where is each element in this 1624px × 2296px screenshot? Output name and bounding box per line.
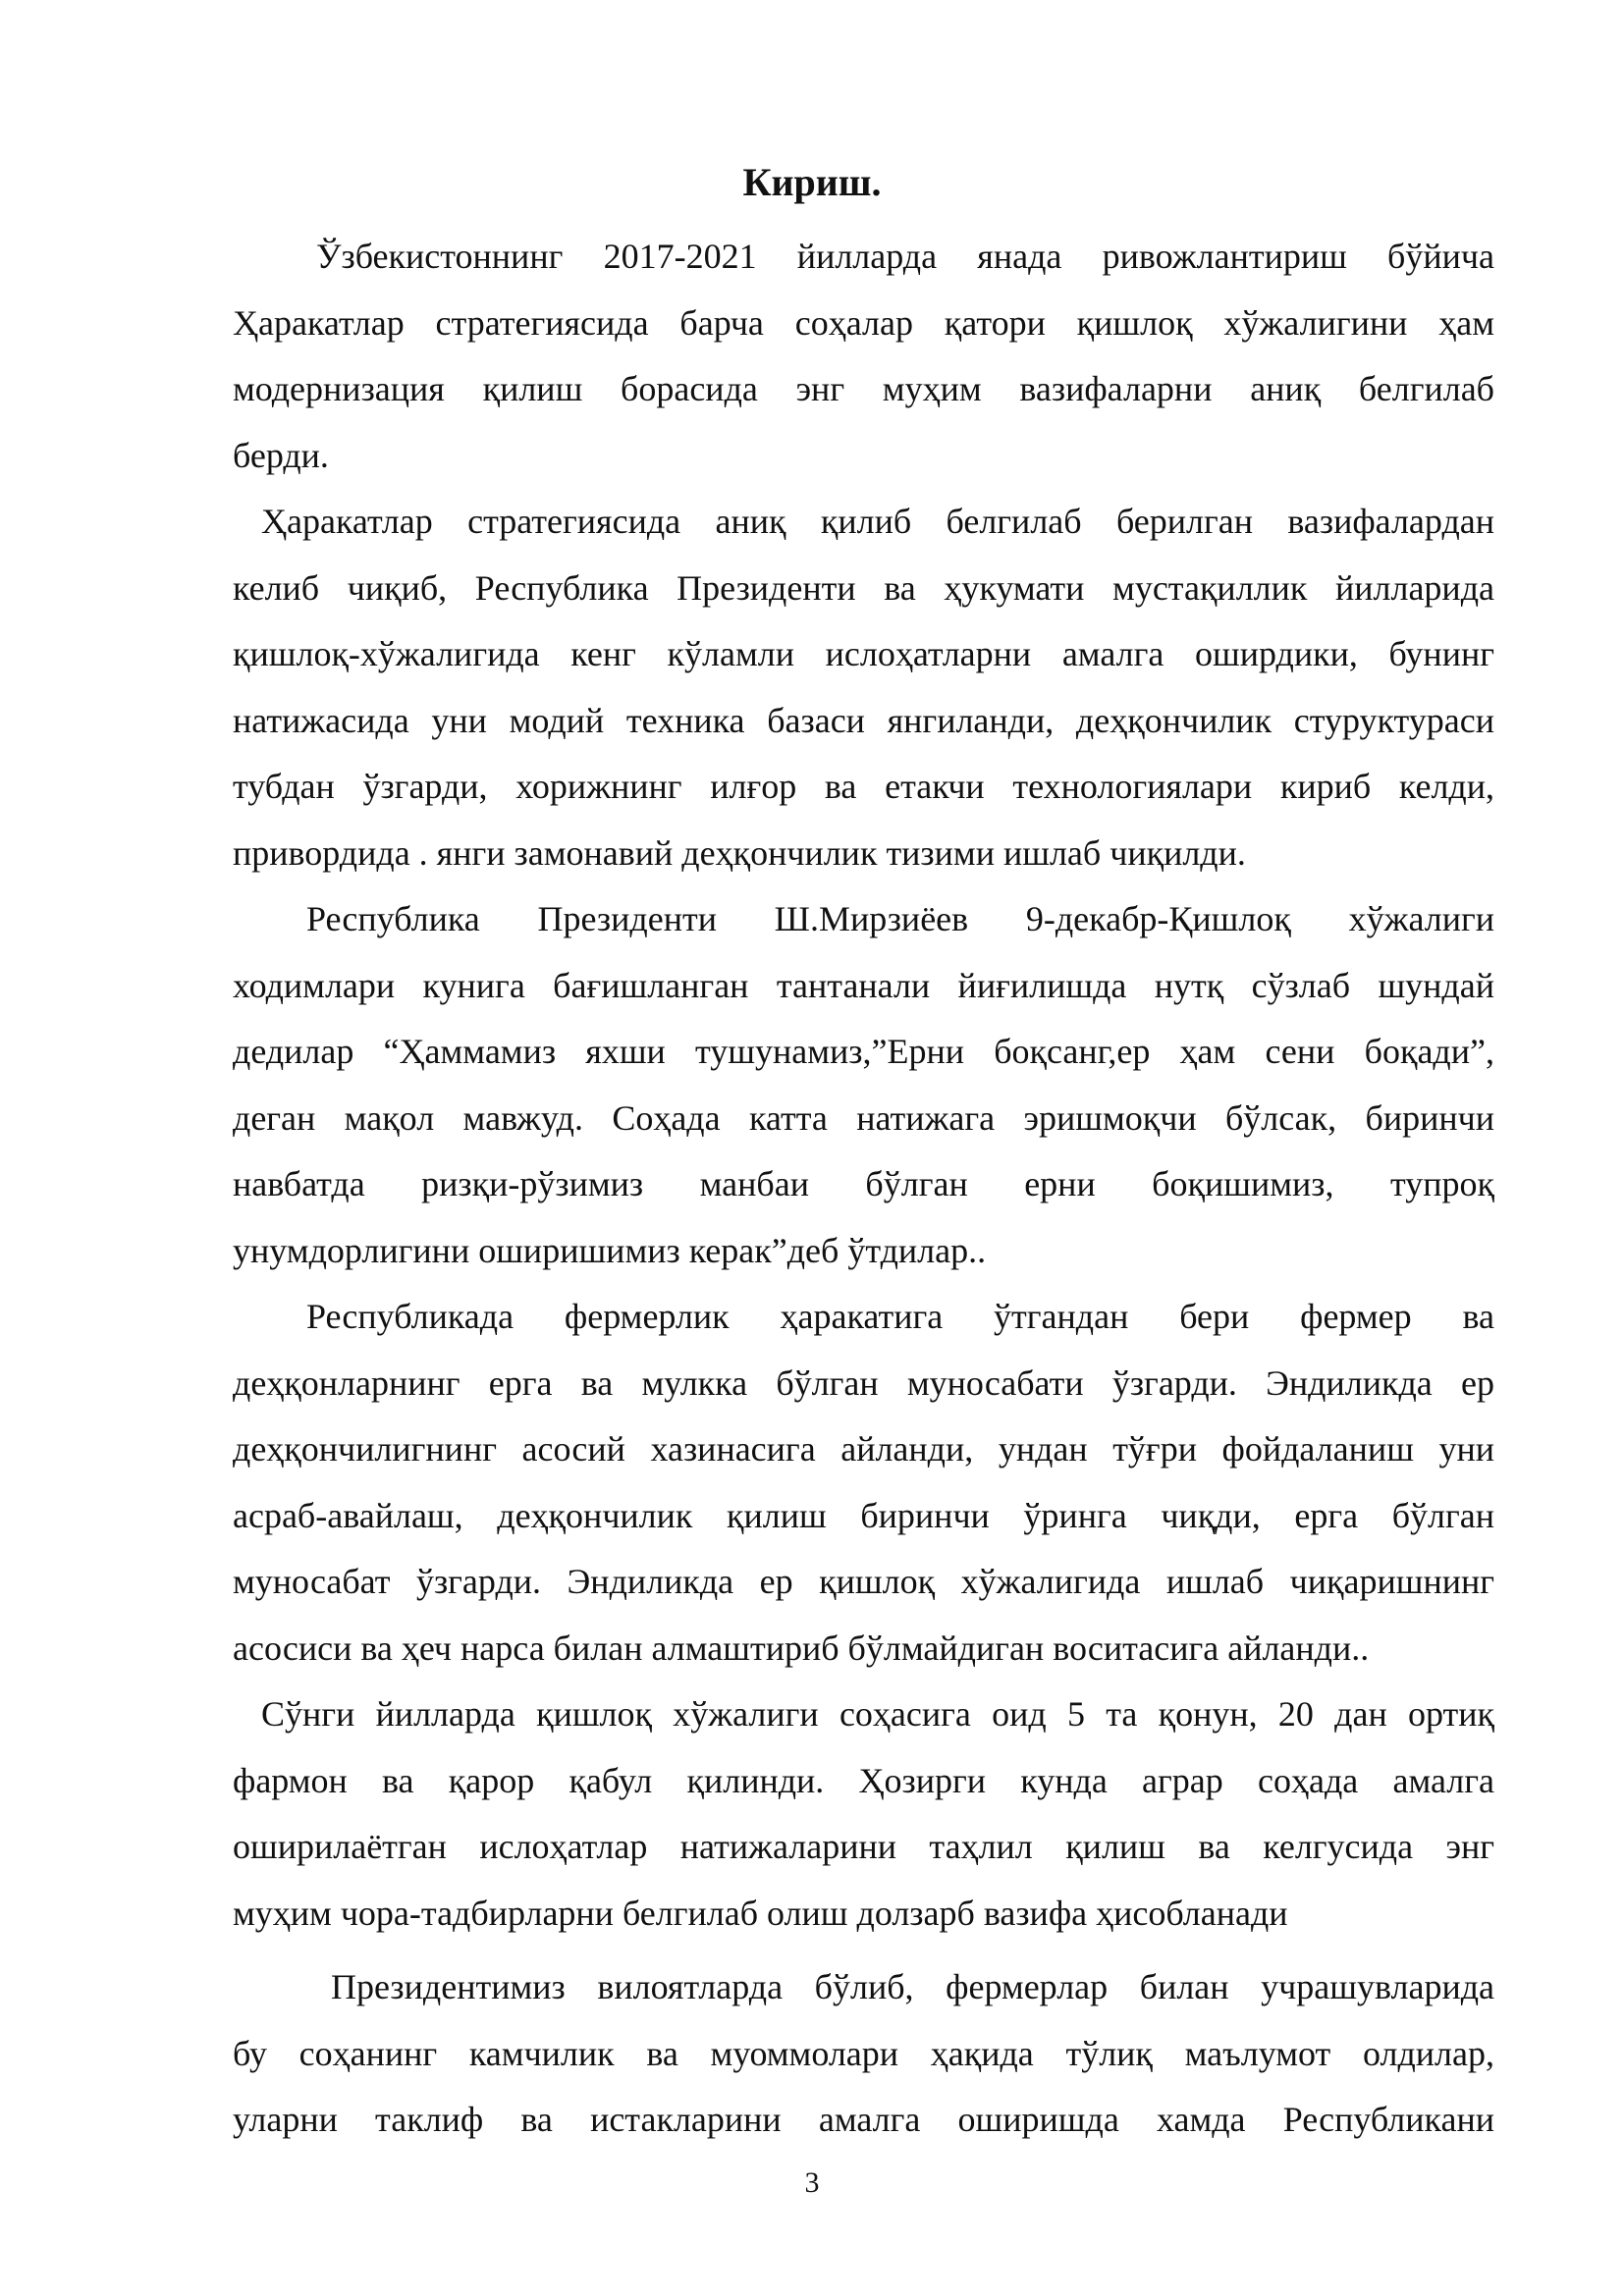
text-line: асосиси ва ҳеч нарса билан алмаштириб бўлмайдиган воситасига айланди.. [233, 1628, 1370, 1668]
text-line: Ҳаракатлар стратегиясида аниқ қилиб белгилаб берилган вазифалардан [261, 502, 1494, 541]
text-line: Ҳаракатлар стратегиясида барча соҳалар қатори қишлоқ хўжалигини ҳам [233, 302, 1494, 343]
text-line: тубдан ўзгарди, хорижнинг илғор ва етакчи технологиялари кириб келди, [233, 767, 1494, 806]
text-line: деҳқонларнинг ерга ва мулкка бўлган муносабати ўзгарди. Эндиликда ер [233, 1362, 1494, 1403]
text-line: унумдорлигини оширишимиз керак”деб ўтдилар.. [233, 1230, 987, 1270]
text-line: Ўзбекистоннинг 2017-2021 йилларда янада ривожлантириш бўйича [316, 237, 1494, 276]
text-line: уларни таклиф ва истакларини амалга оширишда хамда Республикани [233, 2100, 1494, 2139]
paragraph-6 [233, 1954, 1494, 2154]
document-title: Кириш. [742, 160, 882, 204]
text-line: келиб чиқиб, Республика Президенти ва ҳукумати мустақиллик йилларида [233, 567, 1494, 608]
text-line: оширилаётган ислоҳатлар натижаларини таҳлил қилиш ва келгусида энг [233, 1827, 1494, 1866]
paragraph-5 [233, 1682, 1494, 1947]
text-line: деган мақол мавжуд. Соҳада катта натижага эришмоқчи бўлсак, биринчи [233, 1097, 1494, 1138]
page-number: 3 [804, 2166, 820, 2199]
text-line: асраб-авайлаш, деҳқончилик қилиш биринчи ўринга чиқди, ерга бўлган [233, 1495, 1494, 1535]
text-line: деҳқончилигнинг асосий хазинасига айланди, ундан тўғри фойдаланиш уни [233, 1429, 1494, 1468]
text-line: модернизация қилиш борасида энг муҳим вазифаларни аниқ белгилаб [233, 369, 1494, 408]
text-line: натижасида уни модий техника базаси янгиланди, деҳқончилик стуруктураси [233, 700, 1494, 740]
text-line: ходимлари кунига бағишланган тантанали йиғилишда нутқ сўзлаб шундай [233, 965, 1494, 1005]
text-line: привордида . янги замонавий деҳқончилик тизими ишлаб чиқилди. [233, 832, 1246, 873]
document-body [233, 224, 1494, 2154]
text-line: Президентимиз вилоятларда бўлиб, фермерлар билан учрашувларида [331, 1967, 1494, 2006]
text-line: Сўнги йилларда қишлоқ хўжалиги соҳасига оид 5 та қонун, 20 дан ортиқ [261, 1694, 1494, 1734]
paragraph-2 [233, 489, 1494, 886]
text-line: қишлоқ-хўжалигида кенг кўламли ислоҳатларни амалга оширдики, бунинг [233, 634, 1494, 673]
text-line: муносабат ўзгарди. Эндиликда ер қишлоқ хўжалигида ишлаб чиқаришнинг [233, 1562, 1494, 1601]
text-line: бу соҳанинг камчилик ва муоммолари ҳақида тўлиқ маълумот олдилар, [233, 2033, 1494, 2073]
text-line: берди. [233, 435, 329, 475]
paragraph-4 [233, 1284, 1494, 1682]
text-line: дедилар “Ҳаммамиз яхши тушунамиз,”Ерни боқсанг,ер ҳам сени боқади”, [233, 1032, 1494, 1071]
text-line: навбатда ризқи-рўзимиз манбаи бўлган ерни боқишимиз, тупроқ [233, 1164, 1494, 1203]
text-line: Республика Президенти Ш.Мирзиёев 9-декабр-Қишлоқ хўжалиги [306, 899, 1494, 938]
text-line: муҳим чора-тадбирларни белгилаб олиш долзарб вазифа ҳисобланади [233, 1893, 1288, 1933]
paragraph-1 [233, 224, 1494, 489]
paragraph-3 [233, 886, 1494, 1284]
text-line: фармон ва қарор қабул қилинди. Ҳозирги кунда аграр соҳада амалга [233, 1760, 1494, 1800]
text-line: Республикада фермерлик ҳаракатига ўтгандан бери фермер ва [306, 1297, 1494, 1336]
